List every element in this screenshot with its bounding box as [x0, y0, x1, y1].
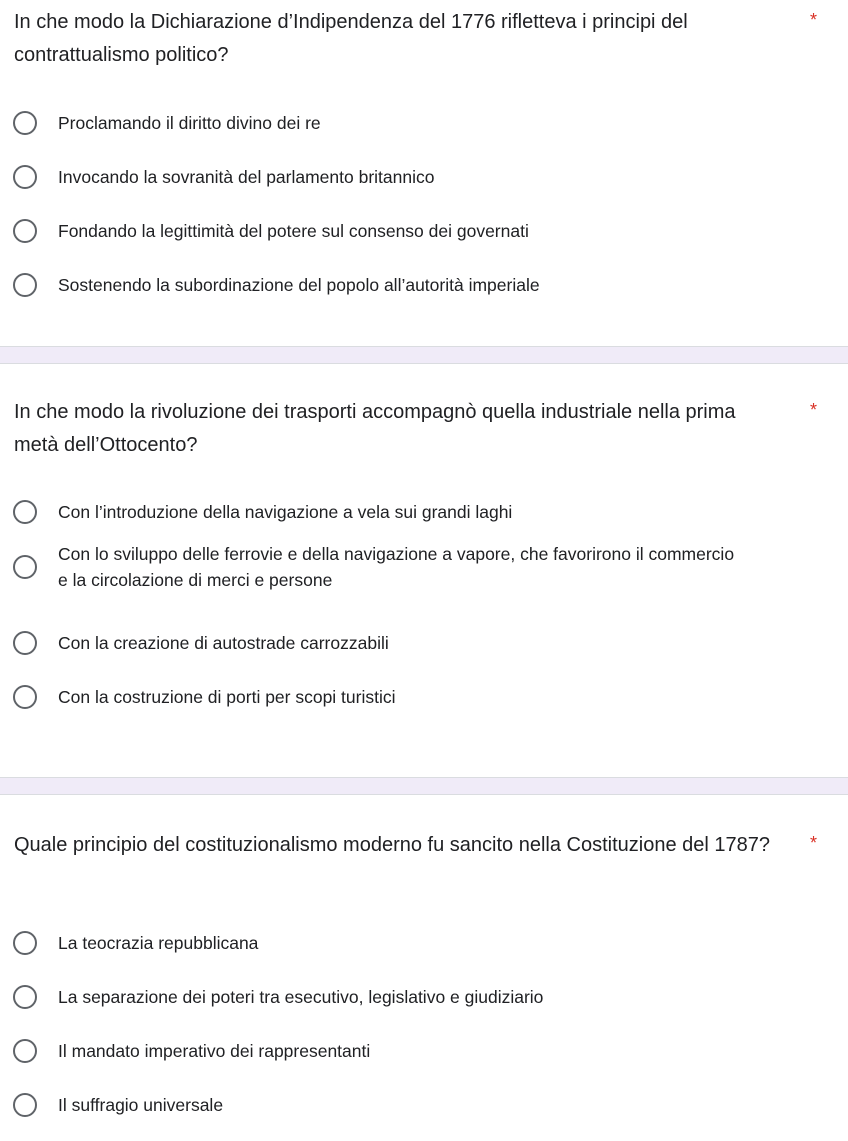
option-label: Con la costruzione di porti per scopi turistici [58, 687, 396, 707]
option-label: Con lo sviluppo delle ferrovie e della navigazione a vapore, che favorirono il commercio e la circolazione di merci e persone [58, 544, 735, 590]
radio-button[interactable] [13, 273, 37, 297]
option-sailing-lakes[interactable] [13, 497, 813, 527]
option-theocracy[interactable] [13, 928, 813, 958]
option-label: La teocrazia repubblicana [58, 933, 259, 953]
required-asterisk: * [810, 10, 818, 30]
radio-button[interactable] [13, 631, 37, 655]
option-label: Sostenendo la subordinazione del popolo all’autorità imperiale [58, 275, 540, 295]
option-imperial-subordination[interactable] [13, 270, 813, 300]
required-asterisk: * [810, 833, 818, 853]
option-universal-suffrage[interactable] [13, 1090, 813, 1120]
option-label: Invocando la sovranità del parlamento britannico [58, 167, 435, 187]
option-label: Con l’introduzione della navigazione a vela sui grandi laghi [58, 502, 513, 522]
option-imperative-mandate[interactable] [13, 1036, 813, 1066]
section-divider [0, 777, 848, 795]
radio-button[interactable] [13, 985, 37, 1009]
question-card-1 [0, 0, 848, 346]
option-label: Con la creazione di autostrade carrozzabili [58, 633, 389, 653]
option-separation-powers[interactable] [13, 982, 813, 1012]
option-label: Fondando la legittimità del potere sul consenso dei governati [58, 221, 529, 241]
option-divine-right[interactable] [13, 108, 813, 138]
question-title: In che modo la Dichiarazione d’Indipendenza del 1776 rifletteva i principi del contrattualismo politico? [14, 11, 688, 66]
radio-button[interactable] [13, 1039, 37, 1063]
question-title: In che modo la rivoluzione dei trasporti accompagnò quella industriale nella prima metà dell’Ottocento? [14, 401, 736, 456]
option-parliament-sovereignty[interactable] [13, 162, 813, 192]
option-carriage-highways[interactable] [13, 628, 813, 658]
section-divider [0, 346, 848, 364]
required-asterisk: * [810, 400, 818, 420]
radio-button[interactable] [13, 165, 37, 189]
radio-button[interactable] [13, 111, 37, 135]
radio-button[interactable] [13, 555, 37, 579]
option-label: La separazione dei poteri tra esecutivo, legislativo e giudiziario [58, 987, 544, 1007]
option-consent-governed[interactable] [13, 216, 813, 246]
radio-button[interactable] [13, 685, 37, 709]
option-tourist-ports[interactable] [13, 682, 813, 712]
question-card-3 [0, 795, 848, 1141]
option-label: Proclamando il diritto divino dei re [58, 113, 321, 133]
radio-button[interactable] [13, 219, 37, 243]
option-label: Il suffragio universale [58, 1095, 224, 1115]
option-label: Il mandato imperativo dei rappresentanti [58, 1041, 371, 1061]
radio-button[interactable] [13, 500, 37, 524]
radio-button[interactable] [13, 931, 37, 955]
question-card-2 [0, 364, 848, 777]
option-railways-steam[interactable] [13, 539, 813, 595]
question-title: Quale principio del costituzionalismo moderno fu sancito nella Costituzione del 1787? [14, 834, 770, 856]
radio-button[interactable] [13, 1093, 37, 1117]
